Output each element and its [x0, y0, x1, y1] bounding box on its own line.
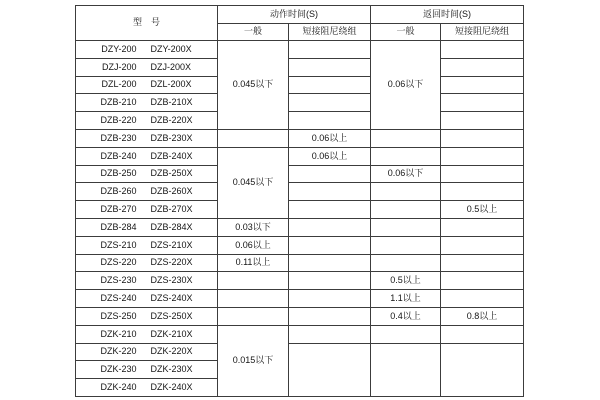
action-damping-header-cell: 短接阻尼绕组 — [289, 23, 371, 41]
action-general-empty-cell — [218, 129, 289, 147]
model-name: DZK-240 — [100, 381, 137, 392]
action-time-header-cell: 动作时间(S) — [218, 6, 371, 24]
model-name-x: DZK-240X — [150, 381, 193, 392]
model-cell — [76, 290, 218, 308]
table-row-dzs250 — [76, 307, 524, 325]
action-damping-empty-cell — [289, 183, 371, 201]
action-general-header-cell: 一般 — [218, 23, 289, 41]
model-cell — [76, 201, 218, 219]
model-cell — [76, 183, 218, 201]
table-row-dzj200 — [76, 58, 524, 76]
model-cell — [76, 236, 218, 254]
model-name-x: DZS-210X — [150, 239, 193, 250]
table-row-dzb260 — [76, 183, 524, 201]
return-time-header-cell: 返回时间(S) — [371, 6, 524, 24]
model-cell — [76, 343, 218, 361]
relay-spec-table — [75, 5, 524, 397]
table-row-dzk220 — [76, 343, 524, 361]
model-name-x: DZK-230X — [150, 364, 193, 375]
model-cell — [76, 218, 218, 236]
return-general-empty-cell — [371, 218, 441, 236]
action-damping-empty-cell — [289, 76, 371, 94]
return-general-value-cell: 0.4以上 — [371, 307, 441, 325]
action-general-value-cell: 0.045以下 — [218, 147, 289, 218]
model-cell — [76, 254, 218, 272]
model-name: DZB-284 — [100, 221, 137, 232]
model-name-x: DZL-200X — [150, 79, 192, 90]
model-name-x: DZB-250X — [150, 168, 193, 179]
action-general-empty-cell — [218, 272, 289, 290]
table-row-dzs220 — [76, 254, 524, 272]
header-row-groups — [76, 6, 524, 24]
return-damping-empty-cell — [441, 272, 524, 290]
model-name: DZJ-200 — [101, 61, 137, 72]
model-cell — [76, 129, 218, 147]
return-general-empty-cell — [371, 236, 441, 254]
table-row-dzs210 — [76, 236, 524, 254]
model-cell — [76, 41, 218, 59]
model-cell — [76, 147, 218, 165]
model-name-x: DZB-284X — [150, 221, 193, 232]
return-damping-empty-cell — [441, 58, 524, 76]
action-damping-empty-cell — [289, 218, 371, 236]
return-general-header-cell: 一般 — [371, 23, 441, 41]
return-damping-empty-cell — [441, 41, 524, 59]
action-damping-empty-cell — [289, 254, 371, 272]
table-row-dzk210 — [76, 325, 524, 343]
table-row-dzb230 — [76, 129, 524, 147]
model-cell — [76, 325, 218, 343]
return-general-empty-cell — [371, 325, 441, 343]
model-cell — [76, 94, 218, 112]
action-general-value-cell: 0.045以下 — [218, 41, 289, 130]
model-name: DZS-240 — [100, 292, 137, 303]
model-name-x: DZK-210X — [150, 328, 193, 339]
return-damping-value-cell: 0.5以上 — [441, 201, 524, 219]
return-damping-empty-cell — [441, 236, 524, 254]
return-general-empty-cell — [371, 183, 441, 201]
action-damping-empty-cell — [289, 325, 371, 343]
model-name: DZS-210 — [100, 239, 137, 250]
return-damping-empty-cell — [441, 147, 524, 165]
model-cell — [76, 165, 218, 183]
action-damping-empty-cell — [289, 272, 371, 290]
action-damping-empty-cell — [289, 41, 371, 59]
model-name: DZK-220 — [100, 346, 137, 357]
table-row-dzb220 — [76, 112, 524, 130]
return-general-value-cell: 0.06以下 — [371, 41, 441, 130]
model-name-x: DZS-240X — [150, 292, 193, 303]
return-damping-empty-cell — [441, 218, 524, 236]
model-name: DZS-250 — [100, 310, 137, 321]
model-cell — [76, 307, 218, 325]
action-general-empty-cell — [218, 307, 289, 325]
model-name: DZK-230 — [100, 364, 137, 375]
model-cell — [76, 112, 218, 130]
return-damping-empty-cell — [441, 94, 524, 112]
model-cell — [76, 76, 218, 94]
model-name-x: DZB-240X — [150, 150, 193, 161]
action-damping-empty-cell — [289, 236, 371, 254]
return-general-value-cell: 1.1以上 — [371, 290, 441, 308]
model-cell — [76, 379, 218, 397]
table-row-dzs230 — [76, 272, 524, 290]
return-damping-empty-cell — [441, 165, 524, 183]
return-damping-value-cell: 0.8以上 — [441, 307, 524, 325]
table-row-dzb240 — [76, 147, 524, 165]
action-damping-empty-cell — [289, 290, 371, 308]
action-damping-empty-cell — [289, 112, 371, 130]
return-damping-empty-cell — [441, 325, 524, 343]
action-general-value-cell: 0.015以下 — [218, 325, 289, 396]
return-general-empty-cell — [371, 343, 441, 396]
return-damping-empty-cell — [441, 343, 524, 396]
table-row-dzl200 — [76, 76, 524, 94]
model-name: DZB-250 — [100, 168, 137, 179]
model-name-x: DZS-250X — [150, 310, 193, 321]
action-damping-value-cell: 0.06以上 — [289, 147, 371, 165]
return-general-value-cell: 0.06以下 — [371, 165, 441, 183]
action-damping-empty-cell — [289, 307, 371, 325]
model-name: DZB-240 — [100, 150, 137, 161]
table-row-dzy200 — [76, 41, 524, 59]
action-general-value-cell: 0.11以上 — [218, 254, 289, 272]
return-damping-header-cell: 短接阻尼绕组 — [441, 23, 524, 41]
model-name-x: DZB-220X — [150, 114, 193, 125]
model-name: DZS-230 — [100, 275, 137, 286]
model-name-x: DZK-220X — [150, 346, 193, 357]
action-damping-empty-cell — [289, 58, 371, 76]
model-name-x: DZJ-200X — [150, 61, 192, 72]
model-name: DZL-200 — [101, 79, 137, 90]
table-row-dzb210 — [76, 94, 524, 112]
return-general-empty-cell — [371, 254, 441, 272]
model-name-x: DZB-210X — [150, 97, 193, 108]
action-damping-empty-cell — [289, 94, 371, 112]
model-name: DZB-270 — [100, 203, 137, 214]
action-damping-empty-cell — [289, 201, 371, 219]
return-damping-empty-cell — [441, 290, 524, 308]
return-general-empty-cell — [371, 129, 441, 147]
return-damping-empty-cell — [441, 76, 524, 94]
action-damping-empty-cell — [289, 343, 371, 396]
return-damping-empty-cell — [441, 129, 524, 147]
model-name: DZS-220 — [100, 257, 137, 268]
model-name-x: DZS-230X — [150, 275, 193, 286]
model-name-x: DZY-200X — [150, 43, 192, 54]
table-row-dzb270 — [76, 201, 524, 219]
model-name-x: DZB-230X — [150, 132, 193, 143]
action-general-empty-cell — [218, 290, 289, 308]
return-general-empty-cell — [371, 201, 441, 219]
model-name-x: DZB-270X — [150, 203, 193, 214]
model-name: DZB-220 — [100, 114, 137, 125]
return-damping-empty-cell — [441, 254, 524, 272]
action-general-value-cell: 0.03以下 — [218, 218, 289, 236]
model-name-x: DZB-260X — [150, 186, 193, 197]
table-row-dzs240 — [76, 290, 524, 308]
return-damping-empty-cell — [441, 112, 524, 130]
table-row-dzb284 — [76, 218, 524, 236]
return-general-empty-cell — [371, 147, 441, 165]
model-name: DZY-200 — [101, 43, 137, 54]
model-name: DZB-260 — [100, 186, 137, 197]
model-cell — [76, 272, 218, 290]
return-general-value-cell: 0.5以上 — [371, 272, 441, 290]
model-name: DZK-210 — [100, 328, 137, 339]
model-header-cell: 型 号 — [76, 6, 218, 41]
action-general-value-cell: 0.06以上 — [218, 236, 289, 254]
model-cell — [76, 58, 218, 76]
return-damping-empty-cell — [441, 183, 524, 201]
model-name-x: DZS-220X — [150, 257, 193, 268]
model-name: DZB-230 — [100, 132, 137, 143]
model-name: DZB-210 — [100, 97, 137, 108]
action-damping-empty-cell — [289, 165, 371, 183]
model-cell — [76, 361, 218, 379]
action-damping-value-cell: 0.06以上 — [289, 129, 371, 147]
table-row-dzb250 — [76, 165, 524, 183]
